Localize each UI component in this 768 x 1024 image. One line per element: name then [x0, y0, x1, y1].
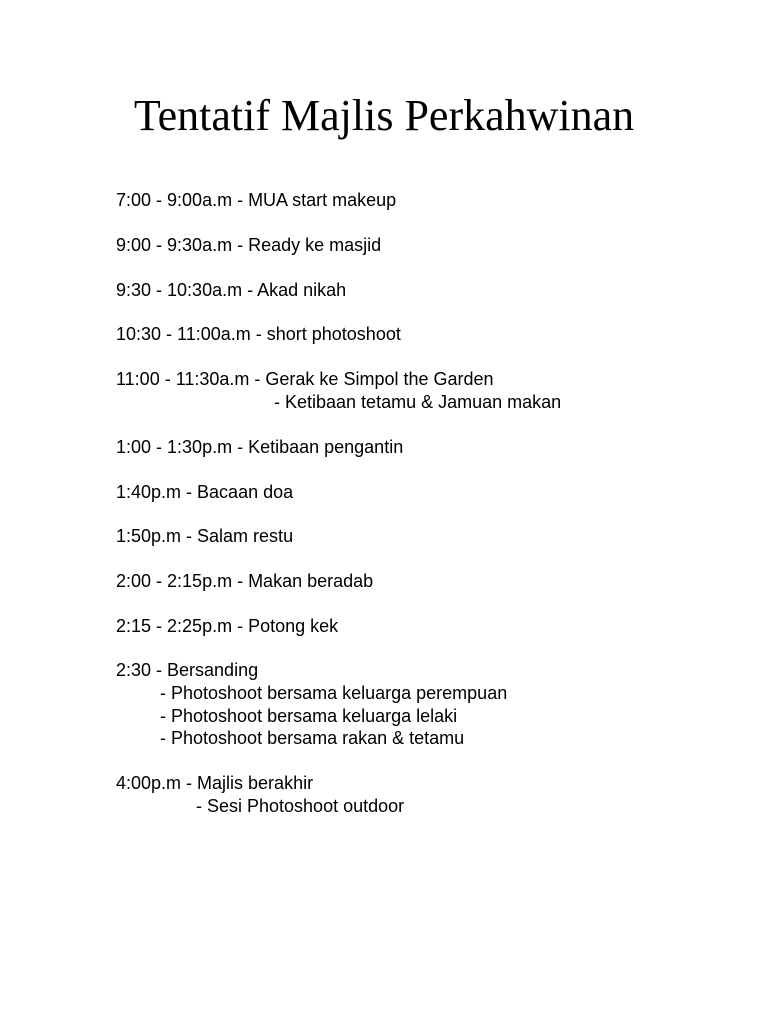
schedule-item-2: 9:00 - 9:30a.m - Ready ke masjid — [116, 235, 382, 255]
schedule-item-12: 4:00p.m - Majlis berakhir — [116, 773, 314, 793]
schedule-item-12-sub-1: - Sesi Photoshoot outdoor — [196, 796, 405, 816]
schedule-item-1: 7:00 - 9:00a.m - MUA start makeup — [116, 190, 397, 210]
schedule-item-11-sub-1: - Photoshoot bersama keluarga perempuan — [160, 683, 508, 703]
schedule-item-6: 1:00 - 1:30p.m - Ketibaan pengantin — [116, 437, 404, 457]
schedule-item-8: 1:50p.m - Salam restu — [116, 526, 294, 546]
schedule-item-7: 1:40p.m - Bacaan doa — [116, 482, 294, 502]
schedule-item-4: 10:30 - 11:00a.m - short photoshoot — [116, 324, 401, 344]
schedule-item-11-sub-2: - Photoshoot bersama keluarga lelaki — [160, 706, 458, 726]
schedule-item-5: 11:00 - 11:30a.m - Gerak ke Simpol the Garden — [116, 369, 494, 389]
schedule-item-11-sub-3: - Photoshoot bersama rakan & tetamu — [160, 728, 465, 748]
schedule-item-11: 2:30 - Bersanding — [116, 660, 259, 680]
schedule-item-9: 2:00 - 2:15p.m - Makan beradab — [116, 571, 374, 591]
schedule-item-10: 2:15 - 2:25p.m - Potong kek — [116, 616, 339, 636]
schedule-item-3: 9:30 - 10:30a.m - Akad nikah — [116, 280, 347, 300]
page-title: Tentatif Majlis Perkahwinan — [133, 91, 635, 140]
schedule-item-5-sub-1: - Ketibaan tetamu & Jamuan makan — [274, 392, 562, 412]
